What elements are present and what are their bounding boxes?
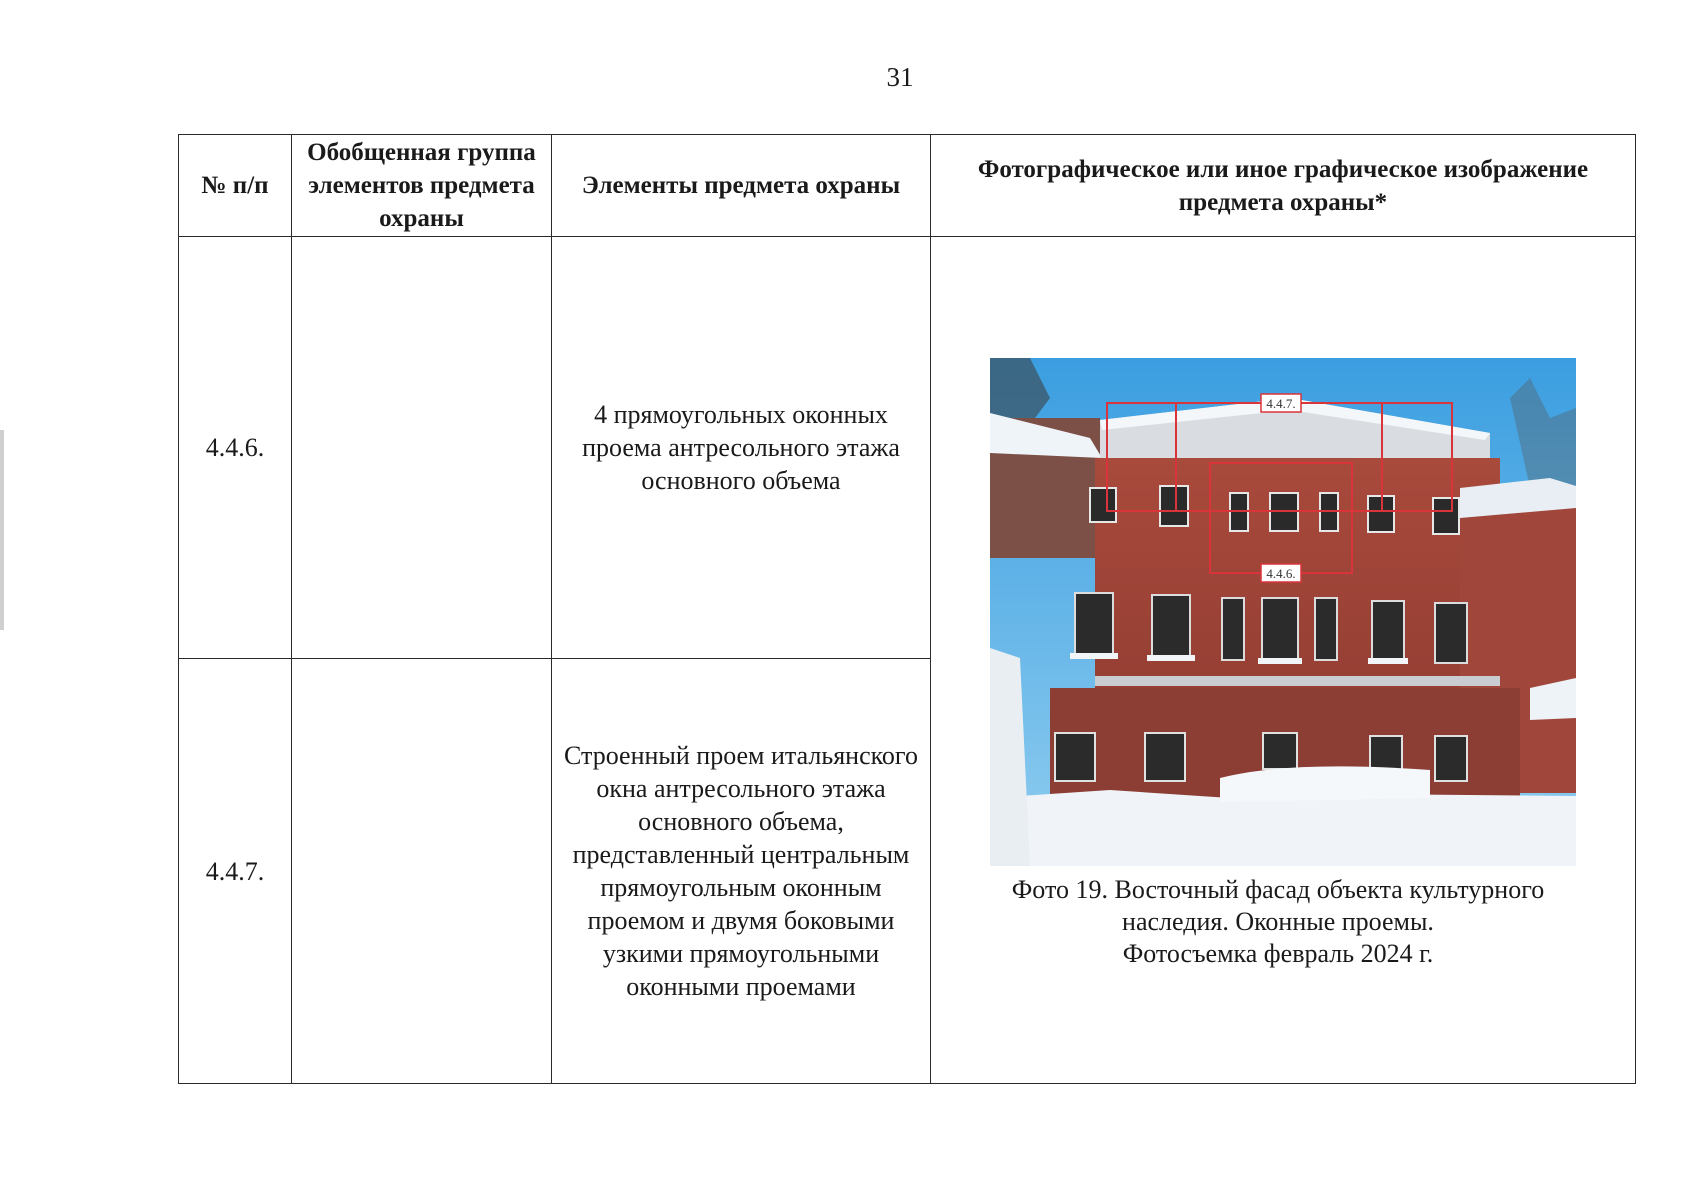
row-group bbox=[292, 659, 552, 1084]
table-header-row bbox=[179, 135, 1636, 237]
row-elements: 4 прямоугольных оконных проема антресольного этажа основного объема bbox=[552, 237, 931, 659]
header-num: № п/п bbox=[179, 135, 292, 237]
header-photo: Фотографическое или иное графическое изображение предмета охраны* bbox=[931, 135, 1636, 237]
row-num: 4.4.6. bbox=[179, 237, 292, 659]
row-group bbox=[292, 237, 552, 659]
caption-line-3: Фотосъемка февраль 2024 г. bbox=[1122, 939, 1434, 968]
heritage-elements-table bbox=[178, 134, 1636, 1084]
header-group: Обобщенная группа элементов предмета охраны bbox=[292, 135, 552, 237]
row-num: 4.4.7. bbox=[179, 659, 292, 1084]
facade-photo bbox=[990, 358, 1576, 866]
photo-caption bbox=[978, 874, 1578, 970]
photo-block bbox=[988, 350, 1578, 970]
header-elements: Элементы предмета охраны bbox=[552, 135, 931, 237]
caption-line-2: наследия. Оконные проемы. bbox=[1122, 907, 1434, 936]
marker-upper: 4.4.7. bbox=[1266, 396, 1296, 411]
photo-cell bbox=[931, 237, 1636, 1084]
page-number: 31 bbox=[886, 62, 914, 92]
caption-line-1: Фото 19. Восточный фасад объекта культурного bbox=[1011, 875, 1545, 904]
scan-edge bbox=[0, 430, 4, 630]
row-elements: Строенный проем итальянского окна антресольного этажа основного объема, представленный центральным прямоугольным оконным проемом и двумя боковыми узкими прямоугольными оконными проемами bbox=[552, 659, 931, 1084]
table-row bbox=[179, 237, 1636, 659]
marker-lower: 4.4.6. bbox=[1266, 566, 1296, 581]
